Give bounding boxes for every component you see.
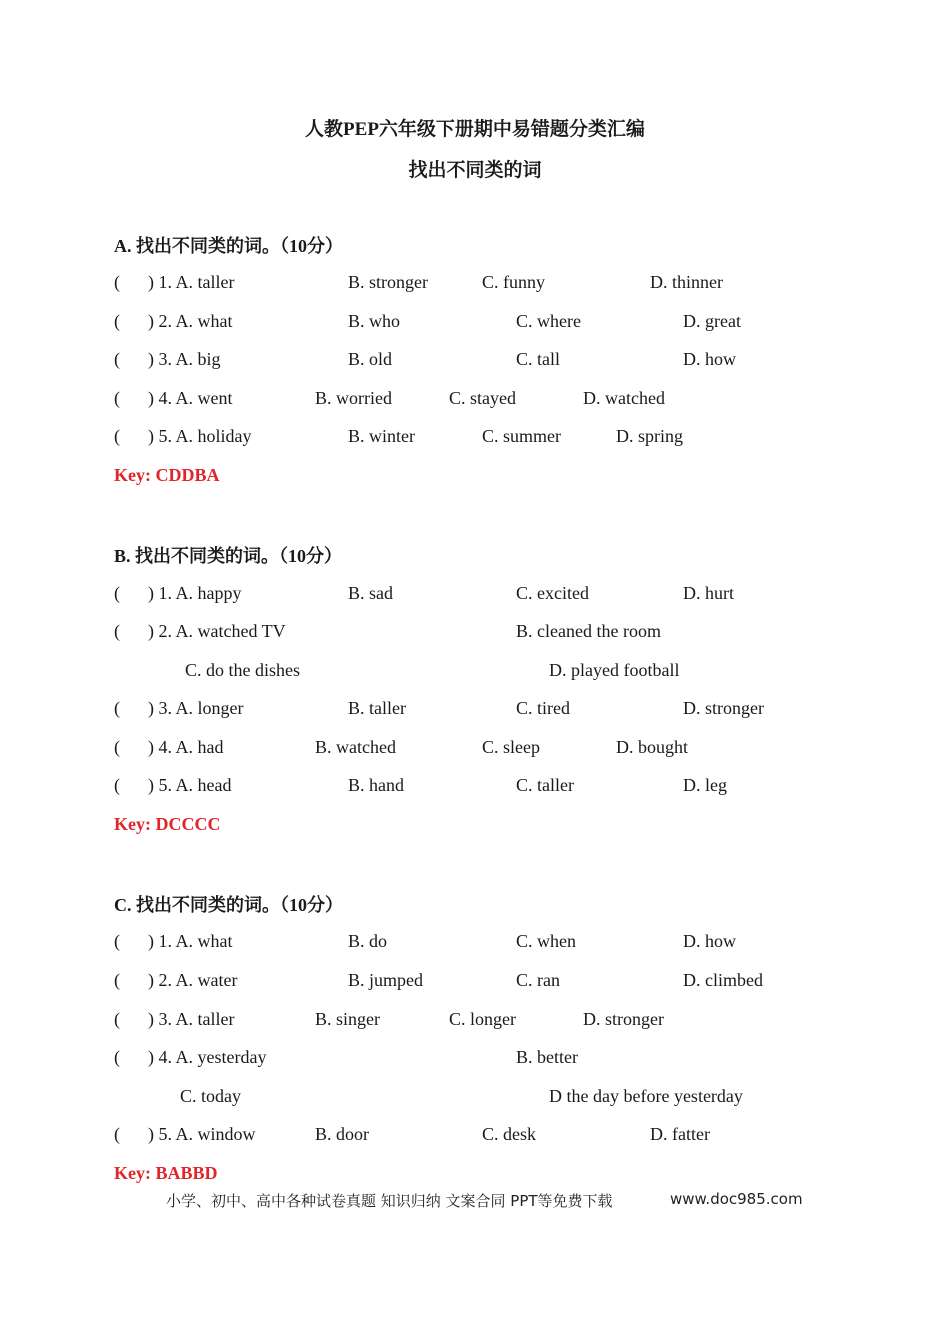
option-b: B. singer	[315, 1009, 380, 1029]
option-c: C. summer	[482, 426, 561, 446]
option-d: D. how	[683, 349, 736, 369]
option-c: C. tall	[516, 349, 560, 369]
option-d: D. leg	[683, 775, 727, 795]
answer-paren: (	[114, 970, 120, 990]
option-d: D. great	[683, 311, 741, 331]
option-b: B. who	[348, 311, 401, 331]
option-a: ) 1. A. taller	[148, 272, 235, 292]
option-d: D. watched	[583, 388, 665, 408]
question-line	[0, 1124, 950, 1150]
option-b: B. taller	[348, 698, 406, 718]
option-a: ) 1. A. what	[148, 931, 233, 951]
option-d: D. fatter	[650, 1124, 710, 1144]
answer-paren: (	[114, 583, 120, 603]
answer-key-b: Key: DCCCC	[114, 814, 221, 834]
question-line	[0, 272, 950, 298]
option-b: B. old	[348, 349, 393, 369]
option-c: C. do the dishes	[185, 660, 300, 680]
option-c: C. ran	[516, 970, 560, 990]
option-d: D the day before yesterday	[549, 1086, 743, 1106]
option-d: D. how	[683, 931, 736, 951]
option-c: C. sleep	[482, 737, 540, 757]
question-line	[0, 775, 950, 801]
answer-paren: (	[114, 775, 120, 795]
option-c: C. funny	[482, 272, 545, 292]
question-line	[0, 1009, 950, 1035]
option-a: ) 4. A. had	[148, 737, 224, 757]
option-b: B. do	[348, 931, 388, 951]
option-d: D. climbed	[683, 970, 763, 990]
answer-paren: (	[114, 737, 120, 757]
option-a: ) 5. A. holiday	[148, 426, 252, 446]
option-a: ) 4. A. yesterday	[148, 1047, 267, 1067]
question-line	[0, 388, 950, 414]
option-a: ) 3. A. longer	[148, 698, 244, 718]
question-line	[0, 698, 950, 724]
option-a: ) 4. A. went	[148, 388, 233, 408]
answer-paren: (	[114, 698, 120, 718]
option-a: ) 2. A. what	[148, 311, 233, 331]
option-d: D. played football	[549, 660, 680, 680]
option-b: B. stronger	[348, 272, 428, 292]
option-a: ) 2. A. water	[148, 970, 238, 990]
option-c: C. longer	[449, 1009, 516, 1029]
question-line	[0, 311, 950, 337]
question-line	[0, 583, 950, 609]
question-line-continued	[0, 1086, 950, 1112]
answer-paren: (	[114, 272, 120, 292]
option-b: B. cleaned the room	[516, 621, 661, 641]
question-line-continued	[0, 660, 950, 686]
answer-paren: (	[114, 1009, 120, 1029]
option-a: ) 5. A. window	[148, 1124, 256, 1144]
answer-paren: (	[114, 931, 120, 951]
option-b: B. hand	[348, 775, 404, 795]
question-line	[0, 621, 950, 647]
option-a: ) 3. A. taller	[148, 1009, 235, 1029]
option-a: ) 5. A. head	[148, 775, 232, 795]
option-d: D. stronger	[683, 698, 764, 718]
option-b: B. winter	[348, 426, 415, 446]
section-a-heading: A. 找出不同类的词。（10分）	[114, 236, 343, 256]
answer-paren: (	[114, 311, 120, 331]
option-c: C. when	[516, 931, 576, 951]
option-d: D. bought	[616, 737, 688, 757]
option-d: D. thinner	[650, 272, 723, 292]
option-c: C. where	[516, 311, 581, 331]
answer-paren: (	[114, 1124, 120, 1144]
option-a: ) 2. A. watched TV	[148, 621, 286, 641]
option-b: B. door	[315, 1124, 369, 1144]
option-b: B. jumped	[348, 970, 423, 990]
question-line	[0, 349, 950, 375]
option-a: ) 1. A. happy	[148, 583, 242, 603]
option-c: C. stayed	[449, 388, 516, 408]
answer-paren: (	[114, 349, 120, 369]
document-title: 人教PEP六年级下册期中易错题分类汇编	[305, 119, 645, 140]
option-a: ) 3. A. big	[148, 349, 221, 369]
footer-text: 小学、初中、高中各种试卷真题 知识归纳 文案合同 PPT等免费下载	[166, 1192, 613, 1210]
option-b: B. worried	[315, 388, 392, 408]
option-d: D. stronger	[583, 1009, 664, 1029]
question-line	[0, 931, 950, 957]
section-c-heading: C. 找出不同类的词。（10分）	[114, 895, 343, 915]
option-c: C. today	[180, 1086, 241, 1106]
option-b: B. watched	[315, 737, 396, 757]
option-b: B. better	[516, 1047, 578, 1067]
option-c: C. taller	[516, 775, 574, 795]
footer-link[interactable]: www.doc985.com	[670, 1190, 803, 1208]
answer-paren: (	[114, 1047, 120, 1067]
answer-paren: (	[114, 621, 120, 641]
option-c: C. excited	[516, 583, 589, 603]
answer-key-a: Key: CDDBA	[114, 465, 220, 485]
answer-paren: (	[114, 426, 120, 446]
answer-key-c: Key: BABBD	[114, 1163, 218, 1183]
document-subtitle: 找出不同类的词	[408, 160, 542, 181]
option-b: B. sad	[348, 583, 393, 603]
question-line	[0, 737, 950, 763]
question-line	[0, 970, 950, 996]
section-b-heading: B. 找出不同类的词。（10分）	[114, 546, 343, 566]
option-c: C. tired	[516, 698, 570, 718]
option-d: D. hurt	[683, 583, 734, 603]
option-d: D. spring	[616, 426, 683, 446]
answer-paren: (	[114, 388, 120, 408]
question-line	[0, 1047, 950, 1073]
question-line	[0, 426, 950, 452]
option-c: C. desk	[482, 1124, 536, 1144]
